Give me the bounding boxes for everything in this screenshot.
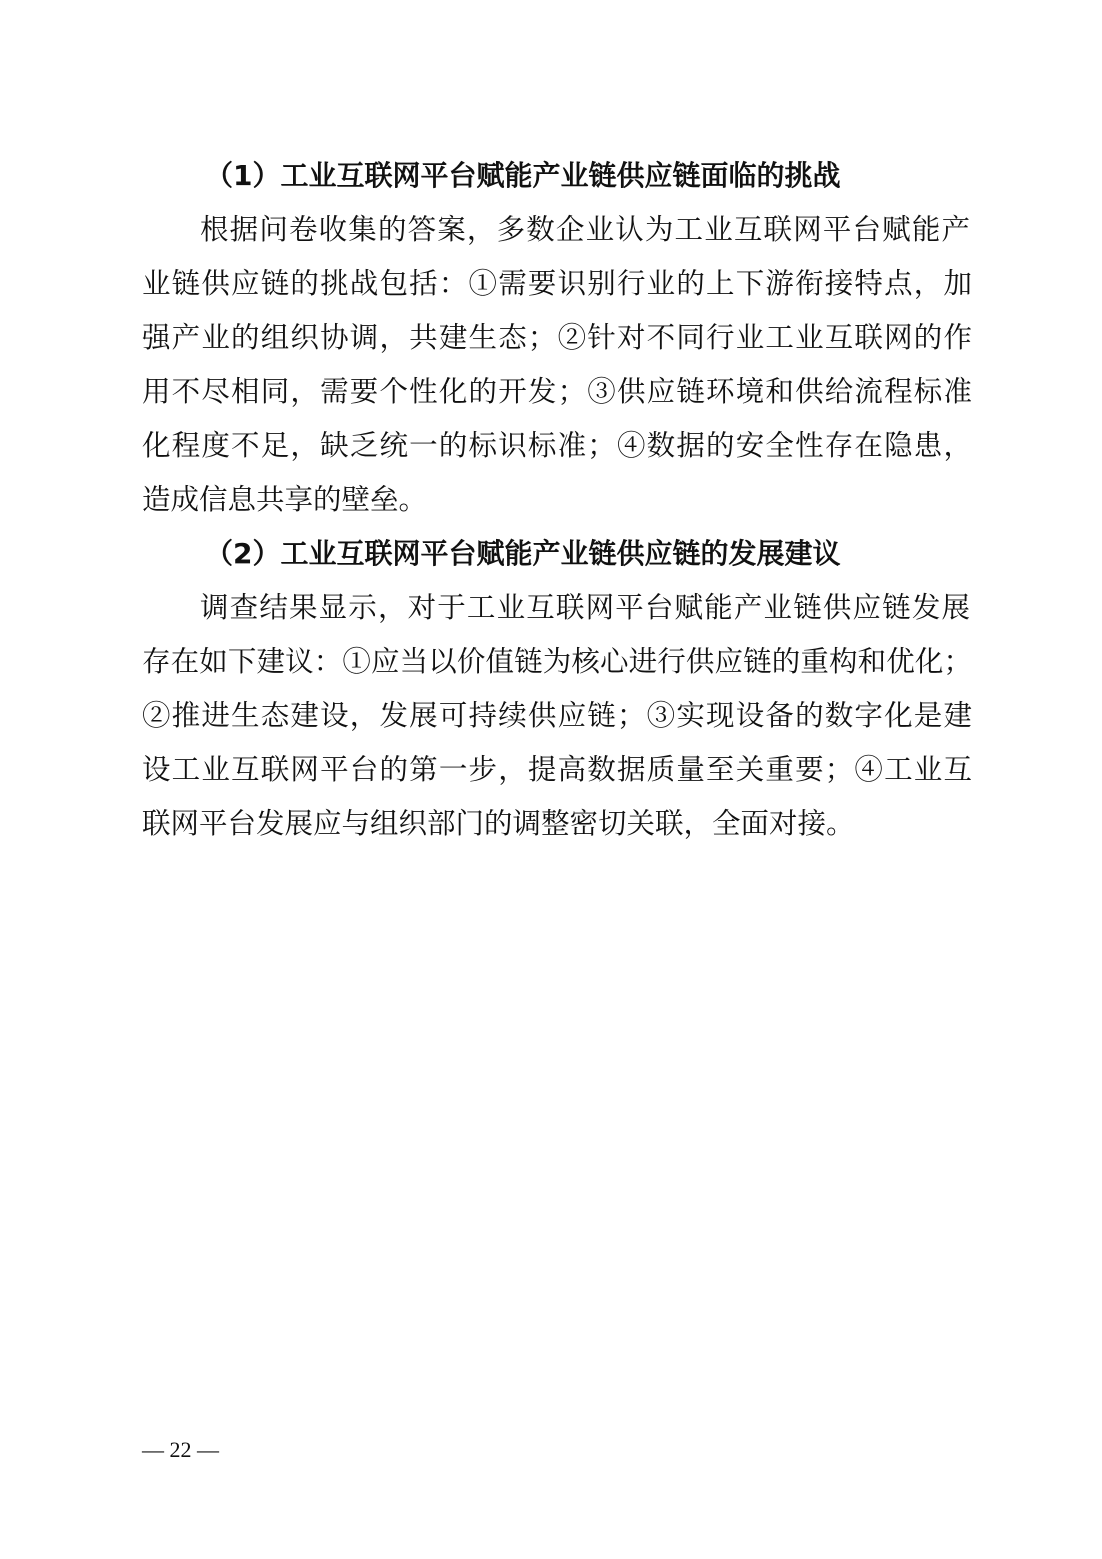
section-1-line-4: 用不尽相同，需要个性化的开发；③供应链环境和供给流程标准	[142, 375, 972, 408]
section-1-line-5: 化程度不足，缺乏统一的标识标准；④数据的安全性存在隐患，	[142, 429, 972, 462]
section-1-line-6: 造成信息共享的壁垒。	[142, 483, 428, 516]
section-2-heading: （2）工业互联网平台赋能产业链供应链的发展建议	[205, 537, 841, 570]
section-2-line-1: 调查结果显示，对于工业互联网平台赋能产业链供应链发展	[200, 591, 970, 624]
section-2-line-4: 设工业互联网平台的第一步，提高数据质量至关重要；④工业互	[142, 753, 972, 786]
section-1-line-2: 业链供应链的挑战包括：①需要识别行业的上下游衔接特点，加	[142, 267, 972, 300]
section-1-line-3: 强产业的组织协调，共建生态；②针对不同行业工业互联网的作	[142, 321, 972, 354]
section-2-line-3: ②推进生态建设，发展可持续供应链；③实现设备的数字化是建	[142, 699, 972, 732]
section-2-line-5: 联网平台发展应与组织部门的调整密切关联，全面对接。	[142, 807, 855, 840]
section-2-line-2: 存在如下建议：①应当以价值链为核心进行供应链的重构和优化；	[142, 645, 972, 678]
section-1-line-1: 根据问卷收集的答案，多数企业认为工业互联网平台赋能产	[200, 213, 970, 246]
section-1-heading: （1）工业互联网平台赋能产业链供应链面临的挑战	[205, 159, 841, 192]
page-number: — 22 —	[142, 1437, 219, 1462]
